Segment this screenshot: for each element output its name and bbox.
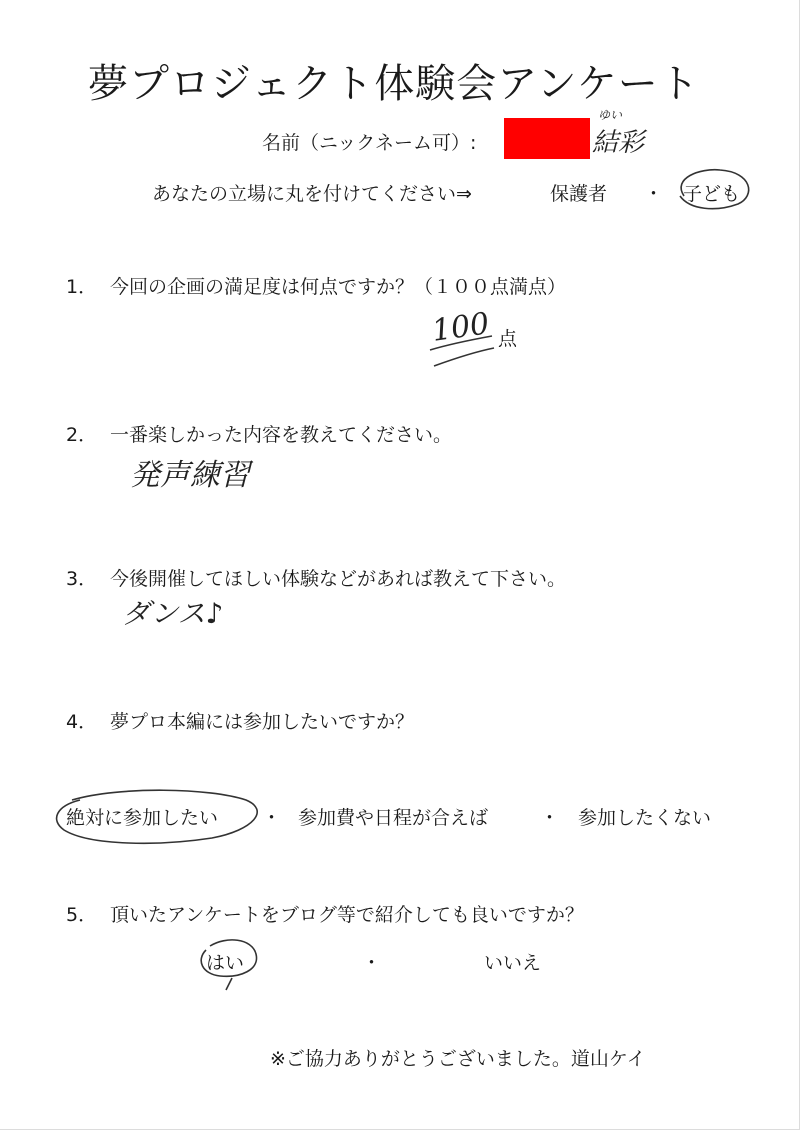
q4-option-if-fits: 参加費や日程が合えば xyxy=(298,807,489,829)
name-value: 結彩 xyxy=(592,128,645,158)
q1-answer-handwritten: 100 xyxy=(429,306,492,349)
q1-text: 今回の企画の満足度は何点ですか？（１００点満点） xyxy=(110,276,567,298)
q5-option-no: いいえ xyxy=(484,952,542,974)
q3-number: 3． xyxy=(66,568,98,590)
q2-text: 一番楽しかった内容を教えてください。 xyxy=(110,424,453,446)
q4-separator-1: ・ xyxy=(262,807,282,829)
footer-thanks: ※ご協力ありがとうございました。道山ケイ xyxy=(270,1048,646,1070)
redacted-name-block xyxy=(504,118,590,159)
name-ruby: ゆい xyxy=(598,108,623,122)
q4-option-definitely: 絶対に参加したい xyxy=(66,807,219,829)
q4-number: 4． xyxy=(66,711,98,733)
q3-text: 今後開催してほしい体験などがあれば教えて下さい。 xyxy=(110,568,567,590)
role-separator: ・ xyxy=(644,183,664,205)
q2-number: 2． xyxy=(66,424,98,446)
role-prompt: あなたの立場に丸を付けてください⇒ xyxy=(152,183,472,205)
q5-separator: ・ xyxy=(362,952,382,974)
q1-number: 1． xyxy=(66,276,98,298)
q1-answer-suffix: 点 xyxy=(498,328,518,350)
q5-option-yes: はい xyxy=(206,952,245,974)
q4-option-no: 参加したくない xyxy=(578,807,712,829)
q4-text: 夢プロ本編には参加したいですか？ xyxy=(110,711,415,733)
role-option-guardian: 保護者 xyxy=(550,183,608,205)
q1-score-underline-2 xyxy=(434,348,494,366)
q4-separator-2: ・ xyxy=(540,807,560,829)
q5-text: 頂いたアンケートをブログ等で紹介しても良いですか？ xyxy=(110,904,584,926)
name-label: 名前（ニックネーム可）: xyxy=(262,132,477,154)
q2-answer-handwritten: 発声練習 xyxy=(130,458,250,493)
q5-number: 5． xyxy=(66,904,98,926)
survey-title: 夢プロジェクト体験会アンケート xyxy=(88,61,700,107)
q3-answer-handwritten: ダンス♪ xyxy=(122,597,224,630)
role-option-child: 子ども xyxy=(683,183,741,205)
